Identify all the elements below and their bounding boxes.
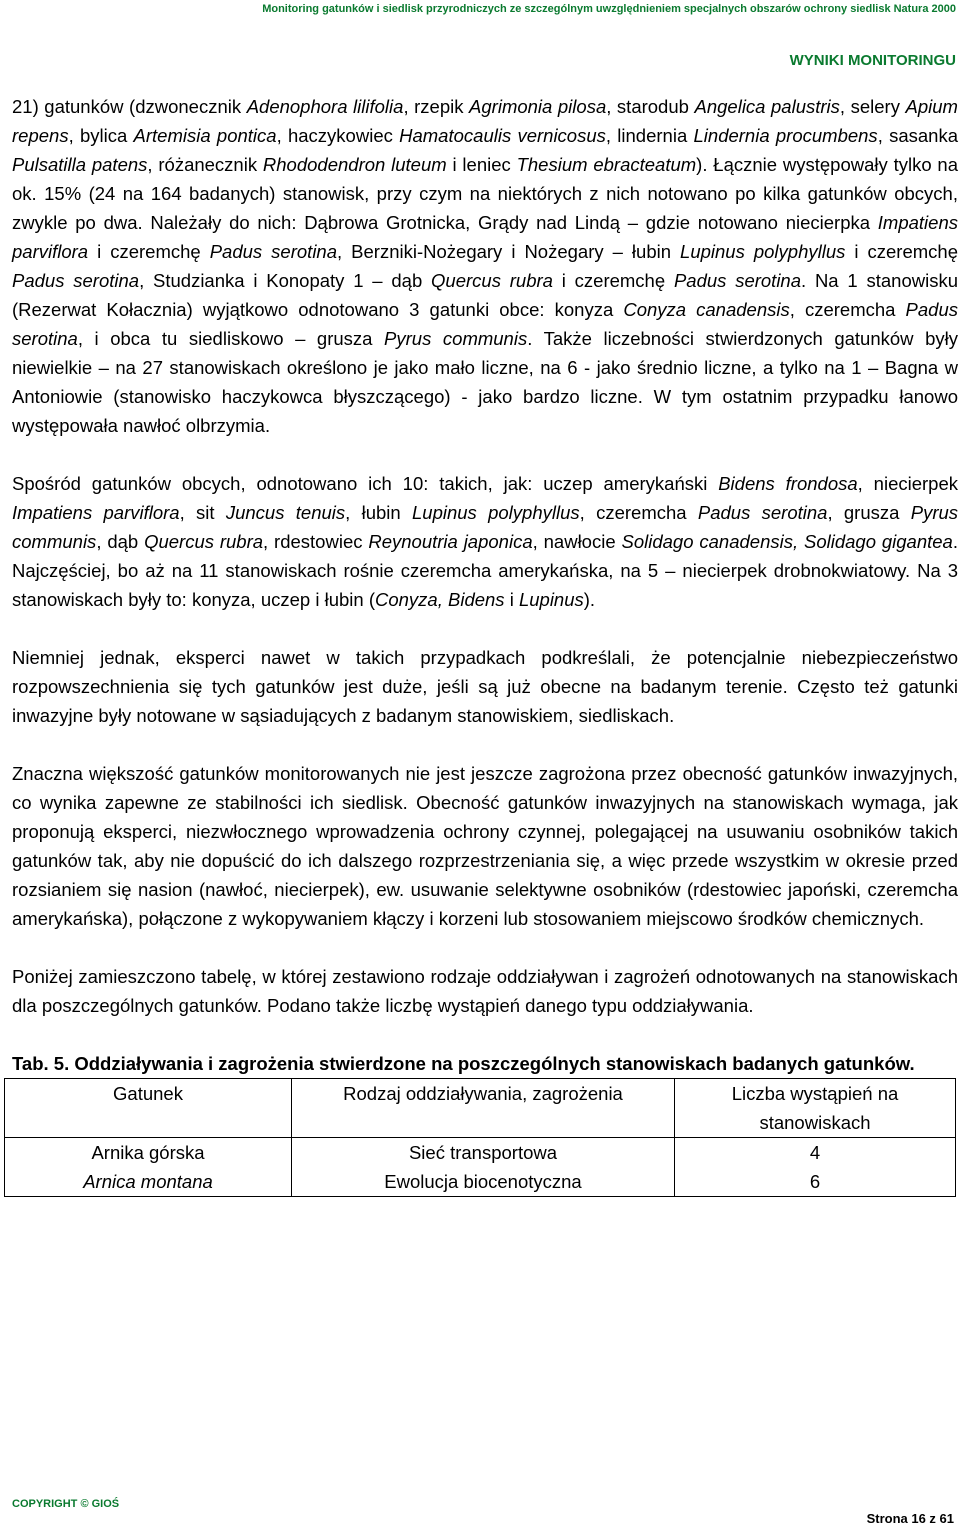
count-value: 4 — [809, 1142, 821, 1163]
section-title: WYNIKI MONITORINGU — [789, 52, 956, 69]
latin-name: Quercus rubra — [144, 531, 264, 552]
latin-name: Artemisia pontica — [133, 125, 277, 146]
latin-name: Reynoutria japonica — [368, 531, 533, 552]
impacts-table — [4, 1078, 956, 1197]
paragraph-3: Niemniej jednak, eksperci nawet w takich przypadkach podkreślali, że potencjalnie niebezpieczeństwo rozpowszechnienia się tych gatunków jest duże, jeśli są już obecne na badanym terenie. Często też gatunki inwazyjne były notowane w sąsiadujących z badanym stanowiskiem, siedliskach. — [12, 647, 958, 726]
latin-name: Lindernia procumbens — [693, 125, 878, 146]
impact-cell — [292, 1138, 675, 1197]
latin-name: Impatiens parviflora — [12, 212, 958, 262]
latin-name: Lupinus polyphyllus — [412, 502, 580, 523]
impact-item: Sieć transportowa — [408, 1142, 558, 1163]
paragraph-5: Poniżej zamieszczono tabelę, w której zestawiono rodzaje oddziaływan i zagrożeń odnotowanych na stanowiskach dla poszczególnych gatunków. Podano także liczbę wystąpień danego typu oddziaływania. — [12, 966, 958, 1016]
latin-name: Padus serotina — [12, 270, 140, 291]
paragraph-2: Spośród gatunków obcych, odnotowano ich 10: takich, jak: uczep amerykański Bidens frondosa, niecierpek Impatiens parviflora, sit Juncus tenuis, łubin Lupinus polyphyllus, czeremcha Padus serotina, grusza Pyrus communis, dąb Quercus rubra, rdestowiec Reynoutria japonica, nawłocie Solidago canadensis, Solidago gigantea. Najczęściej, bo aż na 11 stanowiskach rośnie czeremcha amerykańska, na 5 – niecierpek drobnokwiatowy. Na 3 stanowiskach były to: konyza, uczep i łubin (Conyza, Bidens i Lupinus). — [12, 473, 959, 610]
impact-item: Ewolucja biocenotyczna — [384, 1171, 582, 1192]
latin-name: Apium repens — [12, 96, 958, 146]
copyright-notice: COPYRIGHT © GIOŚ — [12, 1498, 120, 1510]
table-row — [5, 1138, 956, 1197]
species-cell — [5, 1138, 292, 1197]
latin-name: Padus serotina — [673, 270, 802, 291]
latin-name: Quercus rubra — [431, 270, 553, 291]
header-impact-type: Rodzaj oddziaływania, zagrożenia — [292, 1079, 675, 1138]
header-species: Gatunek — [5, 1079, 292, 1138]
latin-name: Agrimonia pilosa — [469, 96, 607, 117]
latin-name: Conyza canadensis — [623, 299, 790, 320]
species-name-pl: Arnika górska — [91, 1142, 205, 1163]
header-count: Liczba wystąpień na stanowiskach — [675, 1079, 956, 1138]
latin-name: Padus serotina — [697, 502, 828, 523]
latin-name: Impatiens parviflora — [12, 502, 180, 523]
paragraph-4: Znaczna większość gatunków monitorowanych nie jest jeszcze zagrożona przez obecność gatunków inwazyjnych, co wynika zapewne ze stabilności ich siedlisk. Obecność gatunków inwazyjnych na stanowiskach wymaga, jak proponują eksperci, niezwłocznego wprowadzenia ochrony czynnej, polegającej na usuwaniu osobników takich gatunków tak, aby nie dopuścić do ich dalszego rozprzestrzeniania się, a więc przede wszystkim w okresie przed rozsianiem się nasion (nawłoć, niecierpek), ew. usuwanie selektywne osobników (rdestowiec japoński, czeremcha amerykańska), połączone z wykopywaniem kłączy i korzeni lub stosowaniem miejscowo środków chemicznych. — [12, 763, 958, 929]
latin-name: Juncus tenuis — [225, 502, 346, 523]
latin-name: Lupinus — [518, 589, 584, 610]
latin-name: Solidago canadensis, Solidago gigantea — [621, 531, 953, 552]
species-name-latin: Arnica montana — [83, 1171, 213, 1192]
latin-name: Conyza, Bidens — [374, 589, 505, 610]
table-header-row — [5, 1079, 956, 1138]
running-title: Monitoring gatunków i siedlisk przyrodniczych ze szczególnym uwzględnieniem specjalnych obszarów ochrony siedlisk Natura 2000 — [262, 3, 956, 15]
latin-name: Pyrus communis — [384, 328, 528, 349]
document-body — [12, 92, 958, 1197]
paragraph-1: 21) gatunków (dzwonecznik Adenophora lilifolia, rzepik Agrimonia pilosa, starodub Angelica palustris, selery Apium repens, bylica Artemisia pontica, haczykowiec Hamatocaulis vernicosus, lindernia Lindernia procumbens, sasanka Pulsatilla patens, różanecznik Rhododendron luteum i leniec Thesium ebracteatum). Łącznie występowały tylko na ok. 15% (24 na 164 badanych) stanowisk, przy czym na niektórych z nich notowano po kilka gatunków obcych, zwykle po dwa. Należały do nich: Dąbrowa Grotnicka, Grądy nad Lindą – gdzie notowano niecierpka Impatiens parviflora i czeremchę Padus serotina, Berzniki-Nożegary i Nożegary – łubin Lupinus polyphyllus i czeremchę Padus serotina, Studzianka i Konopaty 1 – dąb Quercus rubra i czeremchę Padus serotina. Na 1 stanowisku (Rezerwat Kołacznia) wyjątkowo odnotowano 3 gatunki obce: konyza Conyza canadensis, czeremcha Padus serotina, i obca tu siedliskowo – grusza Pyrus communis. Także liczebności stwierdzonych gatunków były niewielkie – na 27 stanowiskach określono je jako mało liczne, na 6 - jako średnio liczne, a tylko na 1 – Bagna w Antoniowie (stanowisko haczykowca błyszczącego) - jako bardzo liczne. W tym ostatnim przypadku łanowo występowała nawłoć olbrzymia. — [12, 96, 959, 436]
latin-name: Adenophora lilifolia — [246, 96, 404, 117]
latin-name: Pulsatilla patens — [12, 154, 148, 175]
latin-name: Thesium ebracteatum — [516, 154, 697, 175]
latin-name: Padus serotina — [209, 241, 338, 262]
latin-name: Angelica palustris — [694, 96, 840, 117]
count-cell — [675, 1138, 956, 1197]
latin-name: Hamatocaulis vernicosus — [399, 125, 606, 146]
latin-name: Padus serotina — [12, 299, 958, 349]
latin-name: Rhododendron luteum — [262, 154, 447, 175]
latin-name: Pyrus communis — [12, 502, 959, 552]
count-value: 6 — [809, 1171, 821, 1192]
latin-name: Lupinus polyphyllus — [680, 241, 846, 262]
latin-name: Bidens frondosa — [718, 473, 858, 494]
page-number: Strona 16 z 61 — [866, 1511, 954, 1526]
table-caption: Tab. 5. Oddziaływania i zagrożenia stwierdzone na poszczególnych stanowiskach badanych gatunków. — [12, 1053, 915, 1074]
